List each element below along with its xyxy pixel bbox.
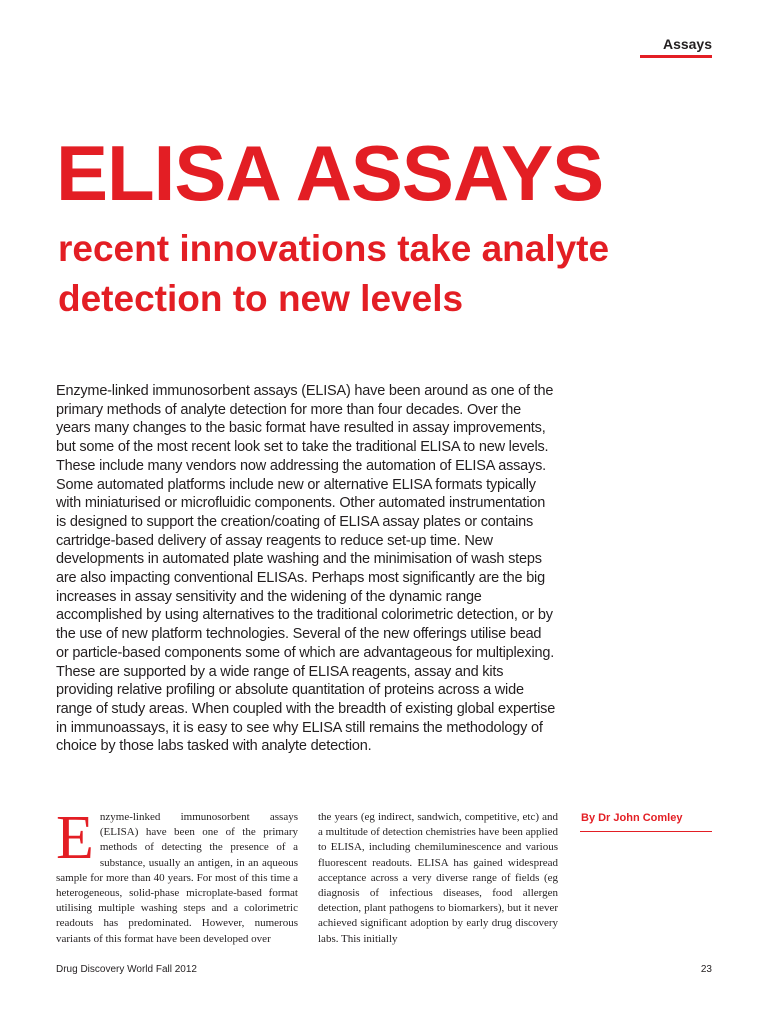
author-byline: By Dr John Comley (581, 812, 683, 824)
article-title: ELISA ASSAYS (56, 129, 604, 217)
body-column-2-text: the years (eg indirect, sandwich, competitive, etc) and a multitude of detection chemistries have been applied to ELISA, including chemiluminescence and various fluorescent readouts. ELISA has gained widespread acceptance across a very diverse range of fields (eg diagnosis of infectious diseases, food allergen detection, plant pathogens to biomarkers), but it never achieved significant adoption by early drug discovery labs. This initially (318, 811, 558, 945)
article-subtitle: recent innovations take analyte detection to new levels (58, 228, 610, 319)
body-column-1 (56, 810, 298, 948)
body-column-1-text: nzyme-linked immunosorbent assays (ELISA) have been one of the primary methods of detecting the presence of a substance, usually an antigen, in an aqueous sample for more than 40 years. For most of this time a heterogeneous, solid-phase microplate-based format utilising multiple washing steps and a colorimetric readouts has predominated. However, numerous variants of this format have been developed over (56, 811, 298, 945)
drop-cap: E (56, 810, 94, 872)
section-label: Assays (662, 36, 712, 52)
byline-rule (580, 831, 712, 832)
footer-page-number: 23 (700, 964, 712, 975)
lead-paragraph: Enzyme-linked immunosorbent assays (ELISA) have been around as one of the primary methods of analyte detection for more than four decades. Over the years many changes to the basic format have resulted in assay improvements, but some of the most recent look set to take the traditional ELISA to new levels. These include many vendors now addressing the automation of ELISA assays. Some automated platforms include new or alternative ELISA formats typically with miniaturised or microfluidic components. Other automated instrumentation is designed to support the creation/coating of ELISA assay plates or contains cartridge-based delivery of assay reagents to reduce set-up time. New developments in automated plate washing and the minimisation of wash steps are also impacting conventional ELISAs. Perhaps most significantly are the big increases in assay sensitivity and the widening of the dynamic range accomplished by using alternatives to the traditional colorimetric detection, or by the use of new platform technologies. Several of the new offerings utilise bead or particle-based components some of which are advantageous for multiplexing. These are supported by a wide range of ELISA reagents, assay and kits providing relative profiling or absolute quantitation of proteins across a wide range of study areas. When coupled with the breadth of existing global expertise in immunoassays, it is easy to see why ELISA still remains the methodology of choice by those labs tasked with analyte detection. (56, 383, 556, 755)
footer-publication: Drug Discovery World Fall 2012 (56, 964, 197, 975)
section-underline (640, 55, 712, 58)
body-column-2 (318, 810, 558, 948)
